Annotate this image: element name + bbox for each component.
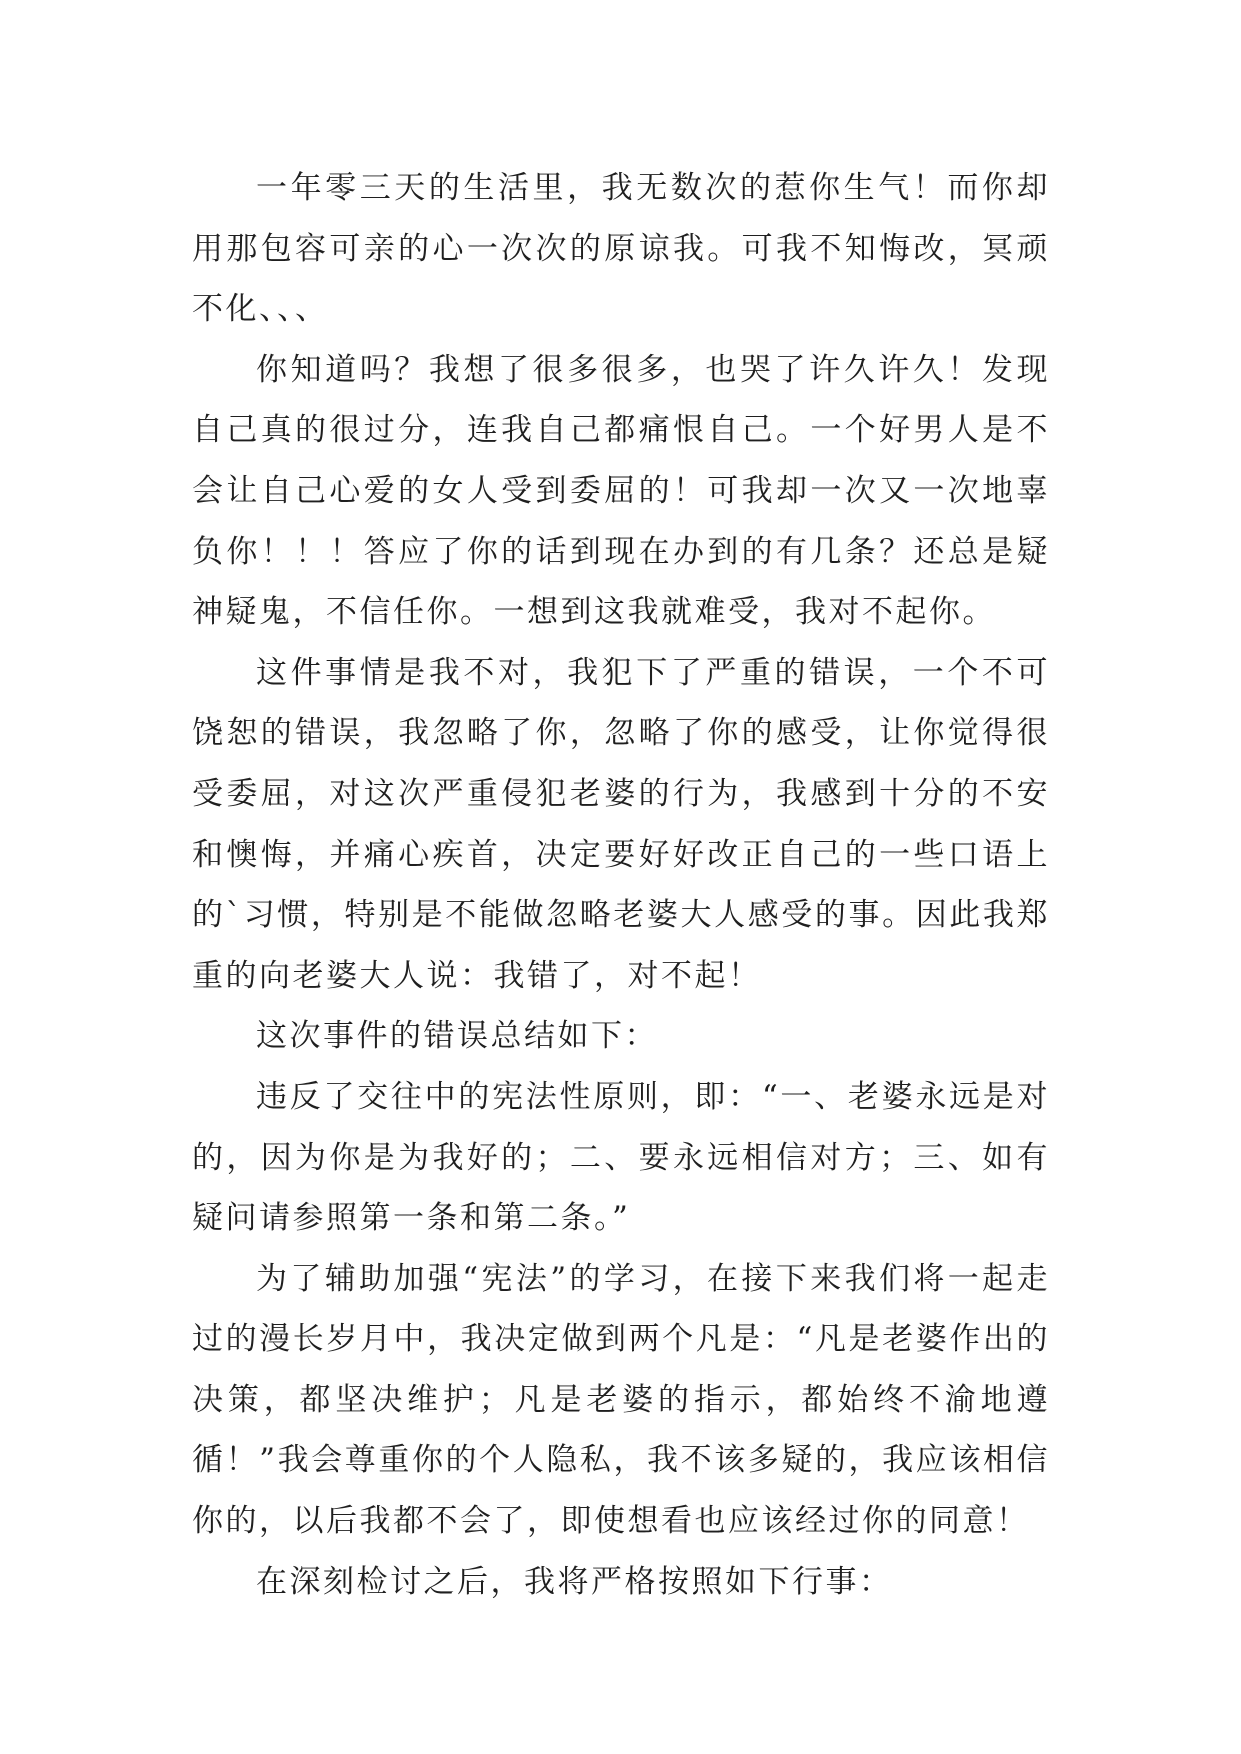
paragraph: 违反了交往中的宪法性原则，即：“一、老婆永远是对的，因为你是为我好的；二、要永远相信对方；三、如有疑问请参照第一条和第二条。” <box>192 1078 1050 1237</box>
paragraph: 一年零三天的生活里，我无数次的惹你生气！而你却用那包容可亲的心一次次的原谅我。可我不知悔改，冥顽不化、、、 <box>192 170 1050 328</box>
paragraph: 为了辅助加强“宪法”的学习，在接下来我们将一起走过的漫长岁月中，我决定做到两个凡是：“凡是老婆作出的决策，都坚决维护；凡是老婆的指示，都始终不渝地遵循！”我会尊重你的个人隐私，我不该多疑的，我应该相信你的，以后我都不会了，即使想看也应该经过你的同意！ <box>192 1260 1050 1540</box>
paragraph: 你知道吗？我想了很多很多，也哭了许久许久！发现自己真的很过分，连我自己都痛恨自己。一个好男人是不会让自己心爱的女人受到委屈的！可我却一次又一次地辜负你！！！答应了你的话到现在办到的有几条？还总是疑神疑鬼，不信任你。一想到这我就难受，我对不起你。 <box>192 351 1050 631</box>
paragraph: 在深刻检讨之后，我将严格按照如下行事： <box>256 1563 893 1600</box>
document-body <box>192 158 1050 1612</box>
paragraph: 这件事情是我不对，我犯下了严重的错误，一个不可饶恕的错误，我忽略了你，忽略了你的感受，让你觉得很受委屈，对这次严重侵犯老婆的行为，我感到十分的不安和懊悔，并痛心疾首，决定要好好改正自己的一些口语上的`习惯，特别是不能做忽略老婆大人感受的事。因此我郑重的向老婆大人说：我错了，对不起！ <box>192 654 1050 994</box>
paragraph: 这次事件的错误总结如下： <box>256 1018 658 1055</box>
